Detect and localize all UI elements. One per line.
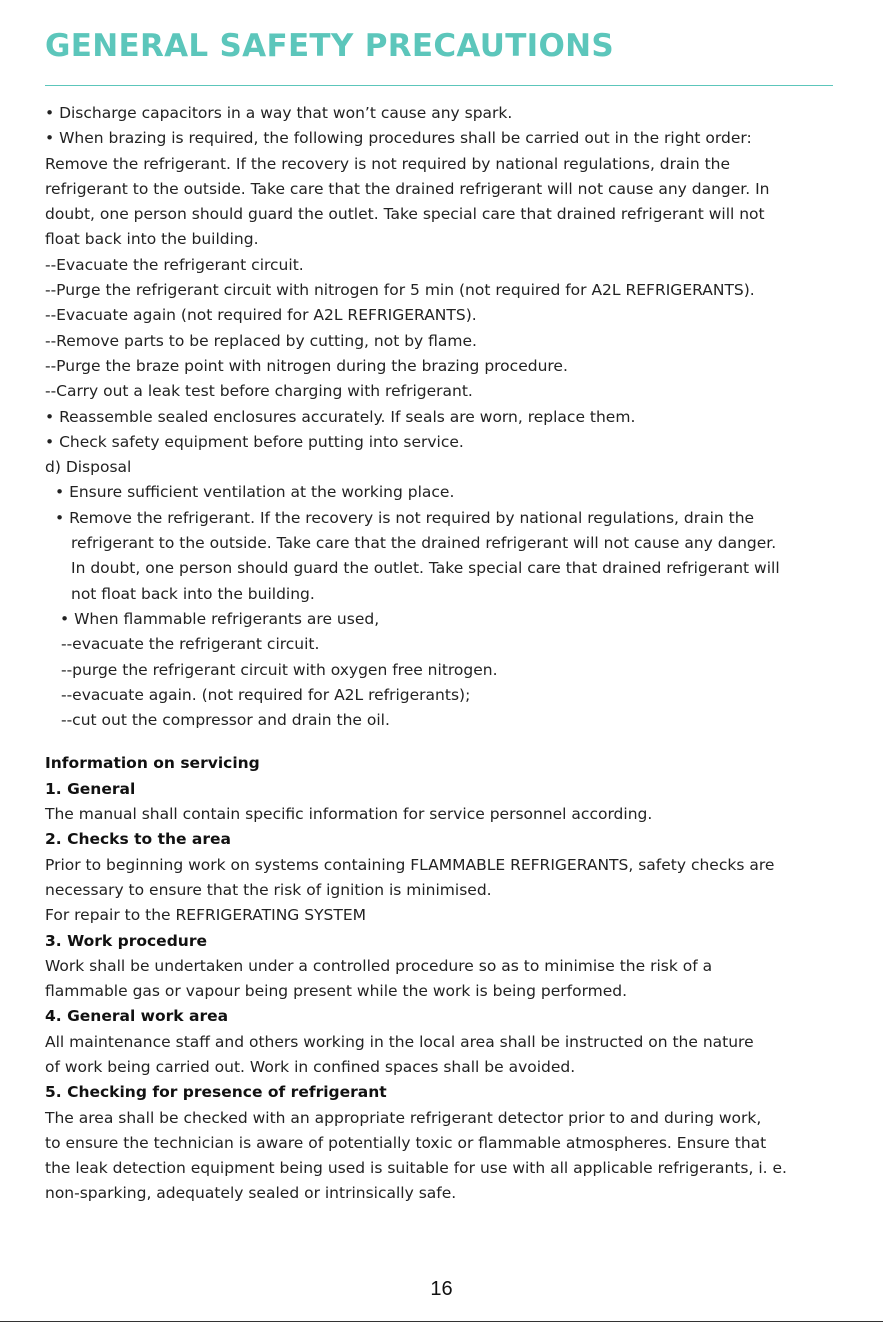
document-body <box>45 101 845 1207</box>
step-line: --Purge the braze point with nitrogen during the brazing procedure. <box>45 356 568 375</box>
bullet-remove-refrigerant: • Remove the refrigerant. If the recovery is not required by national regulations, drain the <box>55 508 755 527</box>
title-divider <box>45 85 833 86</box>
page-number: 16 <box>430 1278 453 1300</box>
servicing-heading: Information on servicing <box>45 754 260 773</box>
step-line: --Remove parts to be replaced by cutting, not by flame. <box>45 331 477 350</box>
paragraph-line: Work shall be undertaken under a controlled procedure so as to minimise the risk of a <box>45 956 713 975</box>
paragraph-line: refrigerant to the outside. Take care that the drained refrigerant will not cause any danger. In <box>45 179 770 198</box>
paragraph-line: flammable gas or vapour being present while the work is being performed. <box>45 982 628 1001</box>
heading-checking-refrigerant: 5. Checking for presence of refrigerant <box>45 1083 387 1102</box>
bullet-check-safety: • Check safety equipment before putting into service. <box>45 432 464 451</box>
bullet-discharge-capacitors: • Discharge capacitors in a way that won’t cause any spark. <box>45 104 513 122</box>
disposal-heading: d) Disposal <box>45 458 132 477</box>
paragraph-line: non-sparking, adequately sealed or intrinsically safe. <box>45 1184 457 1203</box>
paragraph-line: Remove the refrigerant. If the recovery is not required by national regulations, drain the <box>45 154 731 173</box>
paragraph-line: Prior to beginning work on systems containing FLAMMABLE REFRIGERANTS, safety checks are <box>45 855 775 874</box>
paragraph-line: The manual shall contain specific information for service personnel according. <box>45 805 653 824</box>
step-line: --Purge the refrigerant circuit with nitrogen for 5 min (not required for A2L REFRIGERANTS). <box>45 281 755 300</box>
heading-work-procedure: 3. Work procedure <box>45 931 207 950</box>
paragraph-line: the leak detection equipment being used is suitable for use with all applicable refrigerants, i. e. <box>45 1159 787 1178</box>
step-line: --evacuate the refrigerant circuit. <box>61 635 320 654</box>
step-line: --cut out the compressor and drain the oil. <box>61 711 390 730</box>
heading-general: 1. General <box>45 779 136 798</box>
step-line: --Evacuate again (not required for A2L REFRIGERANTS). <box>45 306 477 325</box>
paragraph-line: The area shall be checked with an appropriate refrigerant detector prior to and during work, <box>45 1108 762 1127</box>
bullet-reassemble: • Reassemble sealed enclosures accurately. If seals are worn, replace them. <box>45 407 636 426</box>
paragraph-line: In doubt, one person should guard the outlet. Take special care that drained refrigerant will <box>71 559 780 578</box>
step-line: --evacuate again. (not required for A2L refrigerants); <box>61 685 471 704</box>
bullet-brazing: • When brazing is required, the following procedures shall be carried out in the right order: <box>45 129 752 148</box>
page-title: GENERAL SAFETY PRECAUTIONS <box>45 28 615 64</box>
paragraph-line: refrigerant to the outside. Take care that the drained refrigerant will not cause any danger. <box>71 534 777 553</box>
paragraph-line: doubt, one person should guard the outlet. Take special care that drained refrigerant will not <box>45 205 765 224</box>
bullet-ventilation: • Ensure sufficient ventilation at the working place. <box>55 483 455 502</box>
paragraph-line: of work being carried out. Work in confined spaces shall be avoided. <box>45 1057 576 1076</box>
paragraph-line: to ensure the technician is aware of potentially toxic or flammable atmospheres. Ensure that <box>45 1133 767 1152</box>
paragraph-line: necessary to ensure that the risk of ignition is minimised. <box>45 880 492 899</box>
paragraph-line: float back into the building. <box>45 230 259 249</box>
bullet-flammable: • When flammable refrigerants are used, <box>60 609 380 628</box>
paragraph-line: All maintenance staff and others working in the local area shall be instructed on the nature <box>45 1032 754 1051</box>
paragraph-line: not float back into the building. <box>71 584 315 603</box>
paragraph-line: For repair to the REFRIGERATING SYSTEM <box>45 906 367 925</box>
heading-checks-area: 2. Checks to the area <box>45 830 231 849</box>
step-line: --Carry out a leak test before charging with refrigerant. <box>45 382 473 401</box>
heading-general-work-area: 4. General work area <box>45 1007 229 1026</box>
step-line: --Evacuate the refrigerant circuit. <box>45 255 304 274</box>
bottom-divider <box>0 1321 883 1322</box>
step-line: --purge the refrigerant circuit with oxygen free nitrogen. <box>61 660 498 679</box>
